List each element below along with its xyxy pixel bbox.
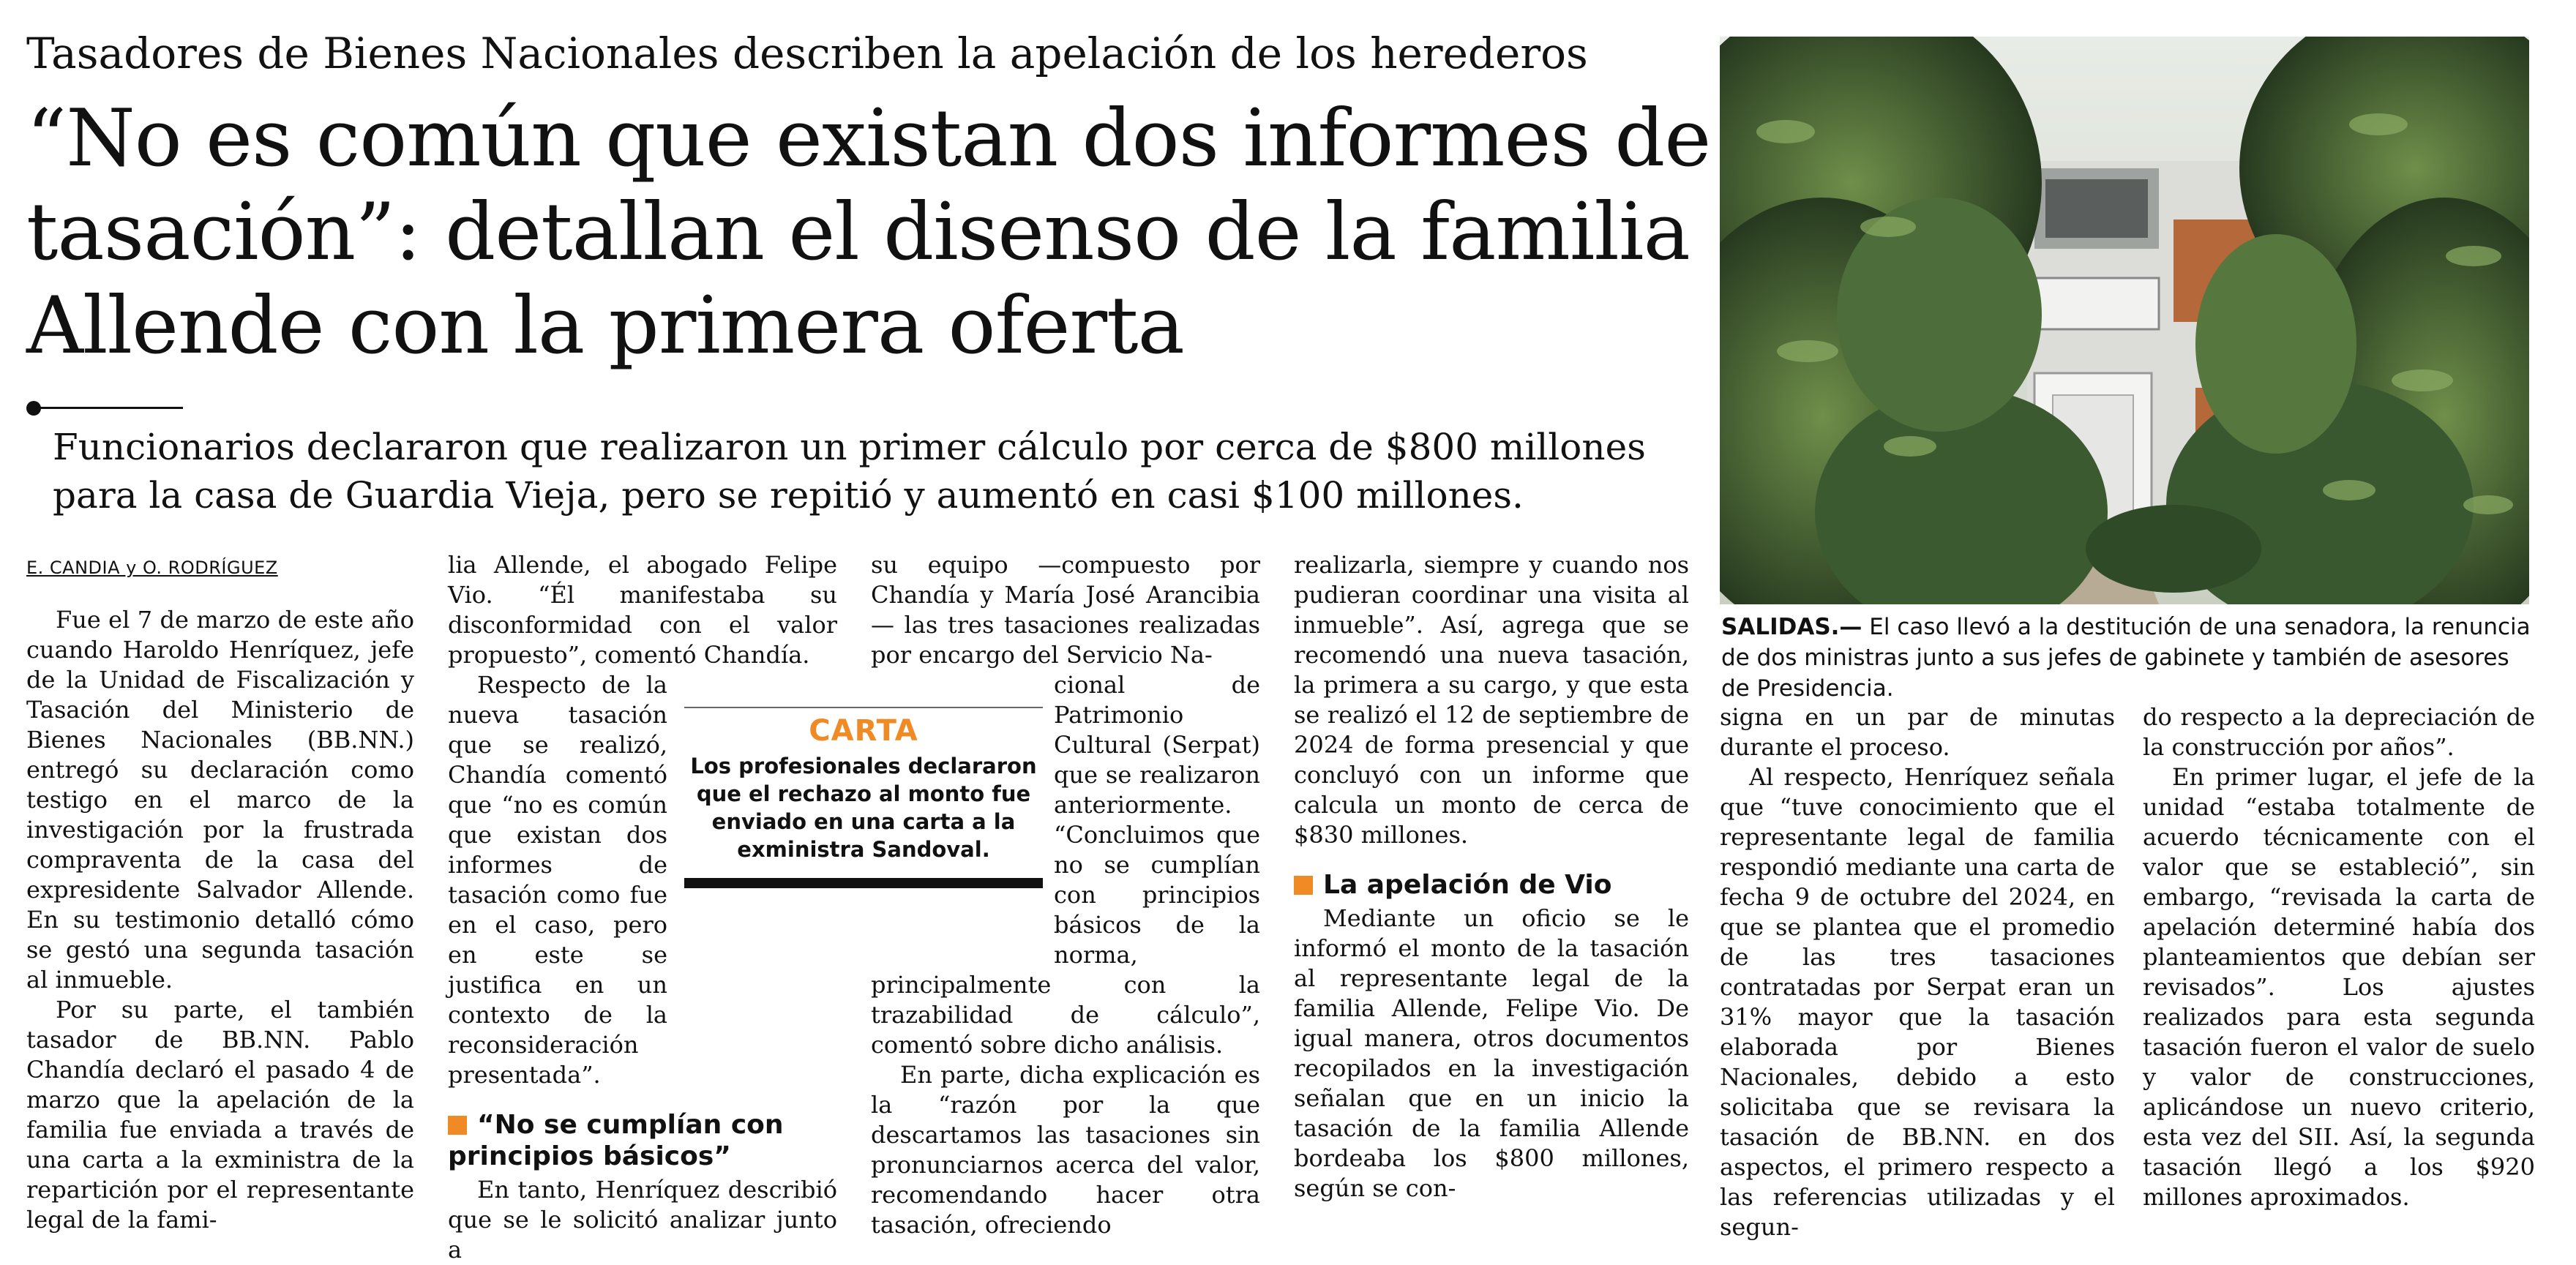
paragraph: realizarla, siempre y cuando nos pudieran coordinar una visita al inmueble”. Así, agrega que se recomendó una nueva tasación, la primera a su cargo, y que esta se realizó el 12 de septiembre de 2024 de forma presencial y que concluyó con un informe que calcula un monto de cerca de $830 millones. [1294, 551, 1689, 849]
orange-square-icon [448, 1116, 467, 1135]
paragraph: Por su parte, el también tasador de BB.NN. Pablo Chandía declaró el pasado 4 de marzo que la apelación de la familia fue enviada a través de una carta a la exministra de la repartición por el representante legal de la fami- [26, 996, 414, 1234]
article-subhead: Funcionarios declararon que realizaron un primer cálculo por cerca de $800 millones para la casa de Guardia Vieja, pero se repitió y aumentó en casi $100 millones. [53, 426, 1646, 517]
carta-text: Los profesionales declararon que el rechazo al monto fue enviado en una carta a la exministra Sandoval. [690, 754, 1037, 862]
paragraph: signa en un par de minutas durante el proceso. [1720, 703, 2115, 761]
column-5 [1720, 702, 2115, 1242]
article-headline: “No es común que existan dos informes de tasación”: detallan el disenso de la familia Allende con la primera oferta [26, 93, 1711, 372]
column-3 [871, 550, 1260, 1240]
paragraph: lia Allende, el abogado Felipe Vio. “Él manifestaba su disconformidad con el valor propuesto”, comentó Chandía. [448, 551, 837, 669]
section-heading-text: La apelación de Vio [1323, 870, 1612, 900]
carta-box [684, 707, 1043, 888]
paragraph: En parte, dicha explicación es la “razón por la que descartamos las tasaciones sin pronunciarnos acerca del valor, recomendando hacer otra tasación, ofreciendo [871, 1061, 1260, 1239]
paragraph: Respecto de la nueva tasación que se realizó, Chandía comentó que “no es común que existan dos informes de tasación como fue en el caso, pero en este se justifica en un contexto de la reconsideración presentada”. [448, 671, 667, 1089]
paragraph: Al respecto, Henríquez señala que “tuve conocimiento que el representante legal de familia respondió mediante una carta de fecha 9 de octubre del 2024, en que se plantea que el promedio de las tres tasaciones contratadas por Serpat eran un 31% mayor que la tasación elaborada por Bienes Nacionales, debido a esto solicitaba que se revisara la tasación de BB.NN. en dos aspectos, el primero respecto a las referencias utilizadas y el segun- [1720, 763, 2115, 1241]
article-byline: E. CANDIA y O. RODRÍGUEZ [26, 558, 278, 578]
wrap-around-box [1054, 670, 1260, 970]
caption-label: SALIDAS.— [1721, 614, 1862, 640]
wrap-around-box [448, 670, 667, 1090]
orange-square-icon [1294, 876, 1313, 895]
section-heading-apelacion [1294, 869, 1689, 901]
photo-caption [1721, 612, 2535, 704]
paragraph: su equipo —compuesto por Chandía y María José Arancibia— las tres tasaciones realizadas por encargo del Servicio Na- [871, 551, 1260, 669]
caption-text: El caso llevó a la destitución de una senadora, la renuncia de dos ministras junto a sus jefes de gabinete y también de asesores de Presidencia. [1721, 614, 2531, 702]
column-1 [26, 553, 414, 1235]
carta-label: CARTA [809, 714, 918, 748]
headline-rule [37, 407, 183, 409]
photo-illustration [1720, 37, 2529, 604]
paragraph: En tanto, Henríquez describió que se le solicitó analizar junto a [448, 1176, 837, 1264]
article-kicker: Tasadores de Bienes Nacionales describen la apelación de los herederos [26, 29, 1588, 78]
paragraph: cional de Patrimonio Cultural (Serpat) que se realizaron anteriormente. “Concluimos que no se cumplían con principios básicos de la norma, [1054, 671, 1260, 969]
column-2 [448, 550, 837, 1265]
column-6 [2143, 702, 2535, 1212]
house-facade-photo [1720, 37, 2529, 604]
section-heading-principios [448, 1109, 837, 1172]
section-heading-text: “No se cumplían con principios básicos” [448, 1110, 784, 1171]
paragraph: En primer lugar, el jefe de la unidad “estaba totalmente de acuerdo técnicamente con el valor que se estableció”, sin embargo, “revisada la carta de apelación determiné había dos planteamientos que debían ser revisados”. Los ajustes realizados para esta segunda tasación fueron el valor de suelo y valor de construcciones, aplicándose un nuevo criterio, esta vez del SII. Así, la segunda tasación llegó a los $920 millones aproximados. [2143, 763, 2535, 1211]
column-4 [1294, 550, 1689, 1204]
paragraph: Fue el 7 de marzo de este año cuando Haroldo Henríquez, jefe de la Unidad de Fiscalización y Tasación del Ministerio de Bienes Nacionales (BB.NN.) entregó su declaración como testigo en el marco de la investigación por la frustrada compraventa de la casa del expresidente Salvador Allende. En su testimonio detalló cómo se gestó una segunda tasación al inmueble. [26, 606, 414, 994]
paragraph: do respecto a la depreciación de la construcción por años”. [2143, 703, 2535, 761]
paragraph: Mediante un oficio se le informó el monto de la tasación al representante legal de la familia Allende, Felipe Vio. De igual manera, otros documentos recopilados en la investigación señalan que en un inicio la tasación de la familia Allende bordeaba los $800 millones, según se con- [1294, 904, 1689, 1202]
carta-bar [684, 878, 1043, 888]
paragraph: principalmente con la trazabilidad de cálculo”, comentó sobre dicho análisis. [871, 971, 1260, 1059]
